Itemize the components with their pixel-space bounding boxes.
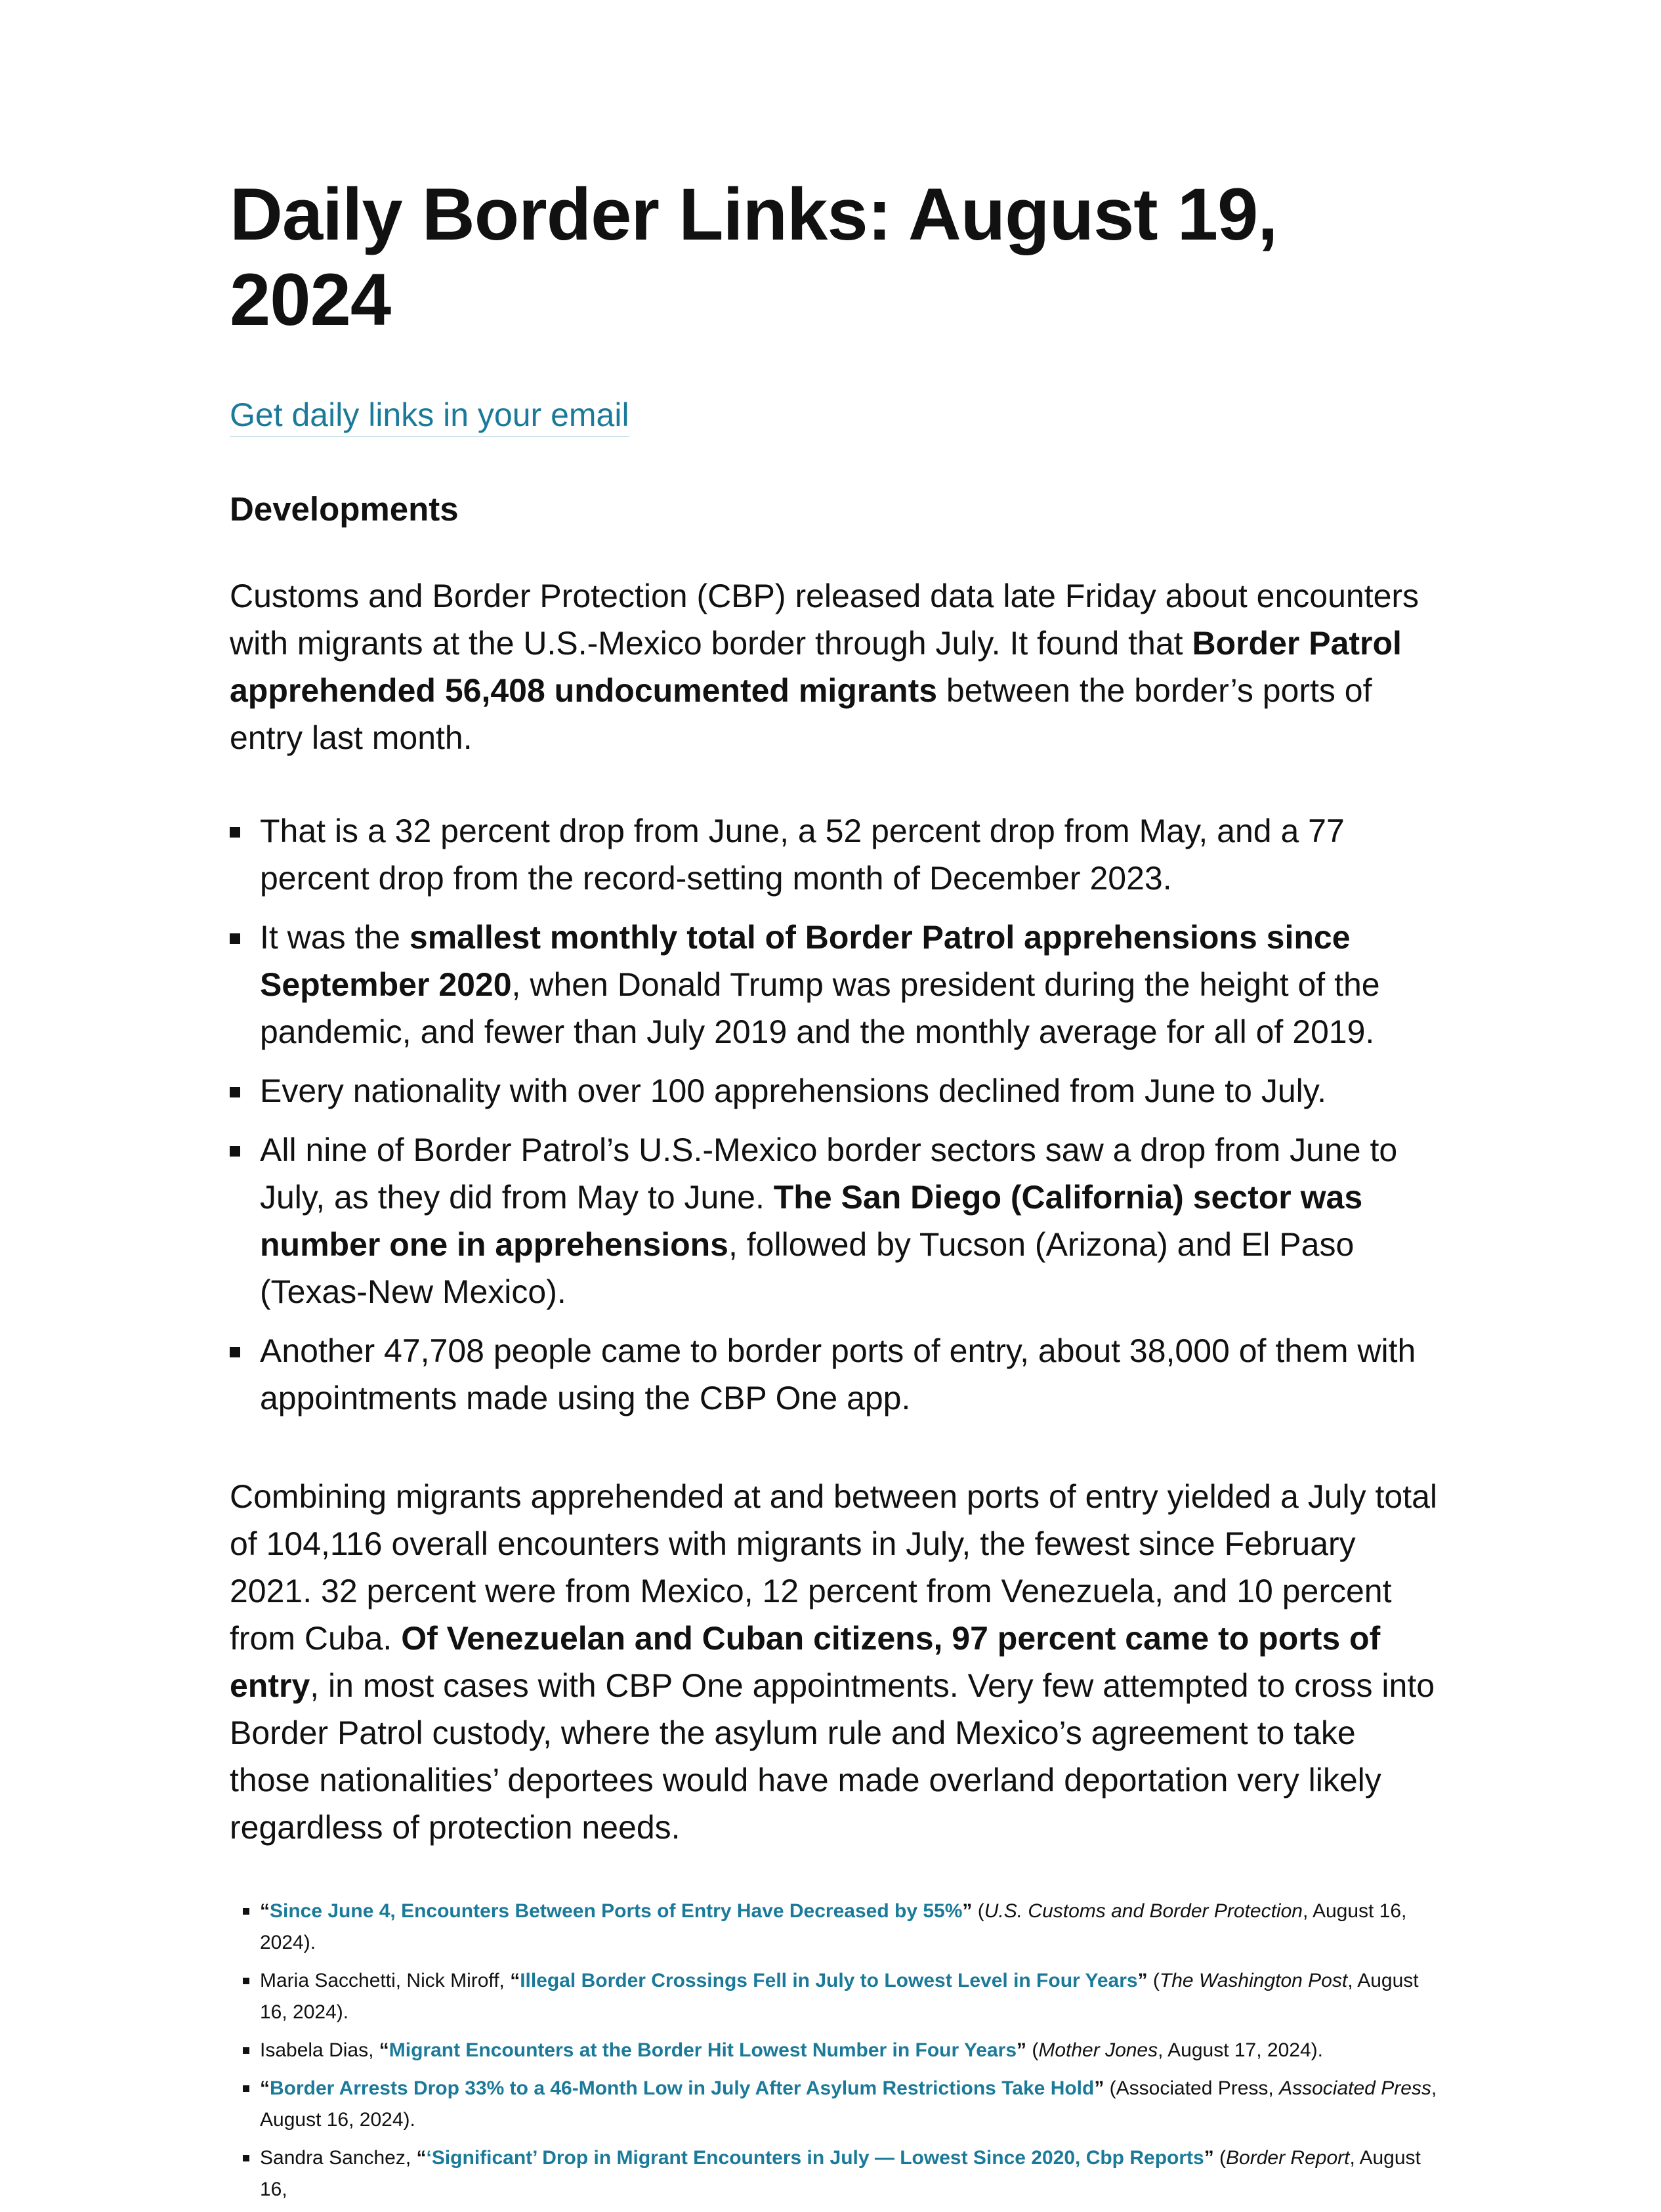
article bbox=[230, 172, 1437, 2212]
key-points-list bbox=[230, 807, 1437, 1422]
reference-link[interactable]: ‘Significant’ Drop in Migrant Encounters in July — Lowest Since 2020, Cbp Reports bbox=[426, 2147, 1204, 2169]
close-quote: ” bbox=[1017, 2039, 1027, 2061]
reference-link[interactable]: Since June 4, Encounters Between Ports of Entry Have Decreased by 55% bbox=[270, 1900, 963, 1922]
close-quote: ” bbox=[962, 1900, 973, 1922]
reference-author: Sandra Sanchez, bbox=[260, 2147, 417, 2169]
reference-paren: (Associated Press, bbox=[1104, 2077, 1280, 2099]
reference-item bbox=[230, 2142, 1437, 2205]
list-item-text: Another 47,708 people came to border ports of entry, about 38,000 of them with appointments made using the CBP One app. bbox=[260, 1332, 1416, 1416]
subscribe-link[interactable]: Get daily links in your email bbox=[230, 394, 629, 437]
list-item-text: Every nationality with over 100 apprehensions declined from June to July. bbox=[260, 1073, 1326, 1109]
reference-date: , August 16, 2024). bbox=[260, 2077, 1437, 2131]
summary-paragraph bbox=[230, 1473, 1437, 1851]
section-heading: Developments bbox=[230, 490, 459, 528]
reference-publication: Associated Press bbox=[1279, 2077, 1431, 2099]
intro-text-2: between the border’s ports of entry last month. bbox=[230, 672, 1372, 756]
intro-highlight: Border Patrol apprehended 56,408 undocumented migrants bbox=[230, 625, 1402, 709]
reference-link[interactable]: Migrant Encounters at the Border Hit Lowest Number in Four Years bbox=[389, 2039, 1017, 2061]
list-item bbox=[230, 807, 1437, 902]
reference-item bbox=[230, 1965, 1437, 2028]
reference-date: , August 16, 2024). bbox=[260, 1970, 1419, 2023]
list-item bbox=[230, 1067, 1437, 1115]
close-quote: ” bbox=[1094, 2077, 1104, 2099]
open-quote: “ bbox=[379, 2039, 389, 2061]
reference-item bbox=[230, 2073, 1437, 2136]
close-quote: ” bbox=[1137, 1970, 1148, 1991]
references-list bbox=[230, 1896, 1437, 2205]
open-quote: “ bbox=[510, 1970, 520, 1991]
reference-paren: ( bbox=[972, 1900, 984, 1922]
open-quote: “ bbox=[260, 1900, 270, 1922]
intro-paragraph bbox=[230, 572, 1437, 761]
list-item-text: , when Donald Trump was president during the height of the pandemic, and fewer than July 2019 and the monthly average for all of 2019. bbox=[260, 966, 1380, 1050]
reference-link[interactable]: Border Arrests Drop 33% to a 46-Month Low in July After Asylum Restrictions Take Hold bbox=[270, 2077, 1095, 2099]
reference-date: , August 16, 2024). bbox=[260, 1900, 1407, 1953]
list-item-text: That is a 32 percent drop from June, a 52 percent drop from May, and a 77 percent drop from the record-setting month of December 2023. bbox=[260, 813, 1345, 897]
reference-author: Isabela Dias, bbox=[260, 2039, 379, 2061]
summary-highlight: Of Venezuelan and Cuban citizens, 97 percent came to ports of entry bbox=[230, 1620, 1381, 1704]
list-item-text: All nine of Border Patrol’s U.S.-Mexico border sectors saw a drop from June to July, as they did from May to June. bbox=[260, 1132, 1398, 1216]
list-item bbox=[230, 1126, 1437, 1315]
reference-publication: Border Report bbox=[1226, 2147, 1350, 2169]
reference-author: Maria Sacchetti, Nick Miroff, bbox=[260, 1970, 511, 1991]
reference-publication: The Washington Post bbox=[1159, 1970, 1348, 1991]
list-item bbox=[230, 1327, 1437, 1422]
list-item-highlight: smallest monthly total of Border Patrol apprehensions since September 2020 bbox=[260, 919, 1351, 1003]
open-quote: “ bbox=[260, 2077, 270, 2099]
intro-text-1: Customs and Border Protection (CBP) released data late Friday about encounters with migrants at the U.S.-Mexico border through July. It found that bbox=[230, 578, 1419, 662]
reference-paren: ( bbox=[1213, 2147, 1227, 2169]
page-title: Daily Border Links: August 19, 2024 bbox=[230, 173, 1278, 341]
reference-publication: U.S. Customs and Border Protection bbox=[984, 1900, 1303, 1922]
reference-date: , August 16, bbox=[260, 2147, 1421, 2200]
reference-item bbox=[230, 2035, 1437, 2066]
list-item-highlight: The San Diego (California) sector was number one in apprehensions bbox=[260, 1179, 1363, 1263]
reference-paren: ( bbox=[1147, 1970, 1160, 1991]
reference-link[interactable]: Illegal Border Crossings Fell in July to Lowest Level in Four Years bbox=[520, 1970, 1138, 1991]
list-item-text: It was the bbox=[260, 919, 410, 956]
summary-text-1: Combining migrants apprehended at and between ports of entry yielded a July total of 104,116 overall encounters with migrants in July, the fewest since February 2021. 32 percent were from Mexico, 12 percent from Venezuela, and 10 percent from Cuba. bbox=[230, 1478, 1438, 1657]
list-item bbox=[230, 914, 1437, 1055]
reference-publication: Mother Jones bbox=[1038, 2039, 1158, 2061]
open-quote: “ bbox=[416, 2147, 427, 2169]
reference-date: , August 17, 2024). bbox=[1158, 2039, 1323, 2061]
reference-paren: ( bbox=[1026, 2039, 1039, 2061]
list-item-text: , followed by Tucson (Arizona) and El Paso (Texas-New Mexico). bbox=[260, 1226, 1355, 1310]
close-quote: ” bbox=[1204, 2147, 1214, 2169]
reference-item bbox=[230, 1896, 1437, 1959]
summary-text-2: , in most cases with CBP One appointments. Very few attempted to cross into Border Patrol custody, where the asylum rule and Mexico’s agreement to take those nationalities’ deportees would have made overland deportation very likely regardless of protection needs. bbox=[230, 1667, 1435, 1846]
subscribe-row bbox=[230, 343, 1437, 437]
